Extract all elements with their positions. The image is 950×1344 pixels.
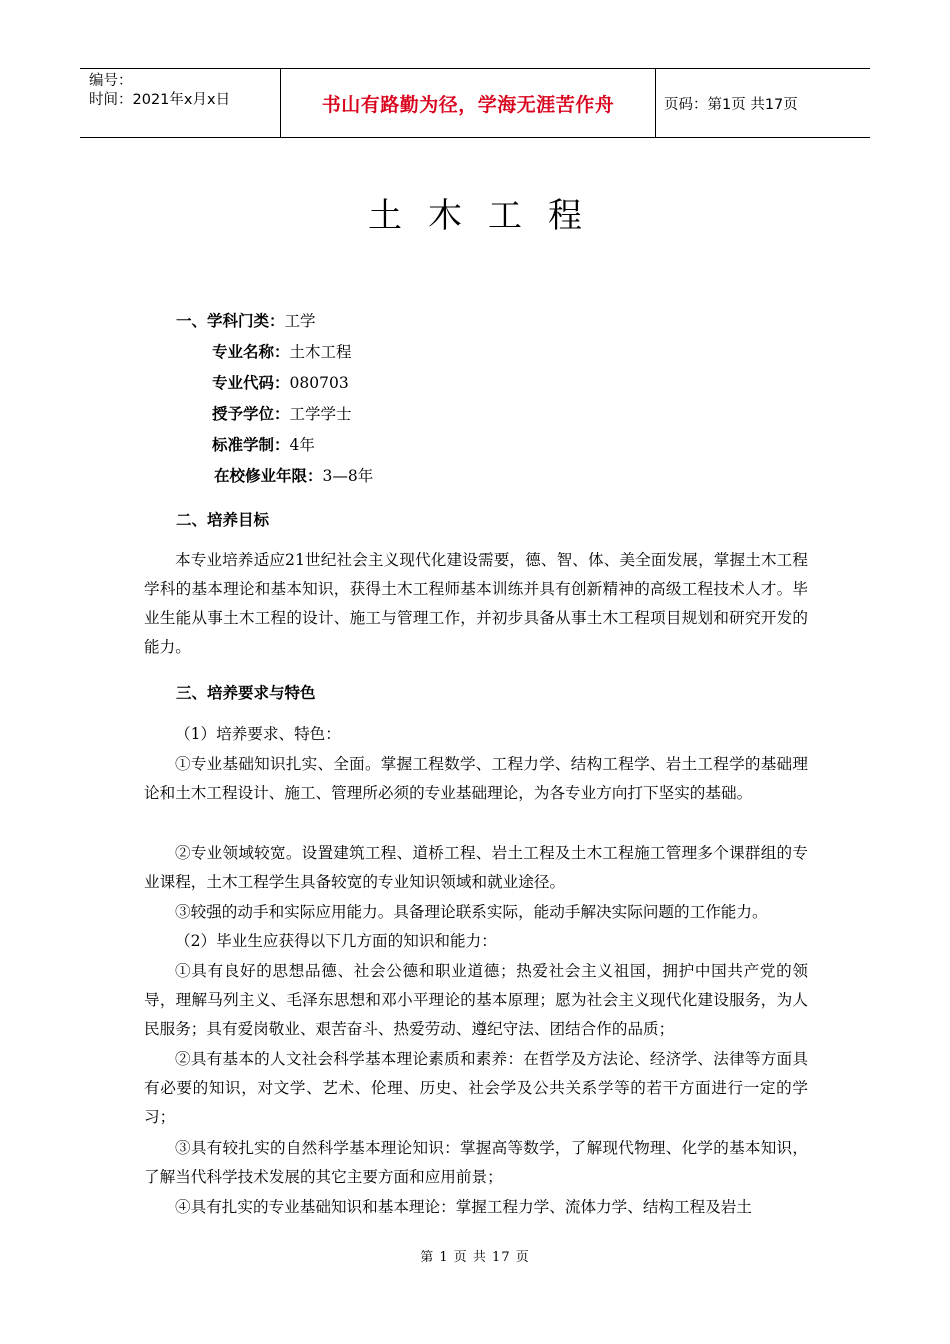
info-row: [212, 402, 352, 424]
subsection-title: （2）毕业生应获得以下几方面的知识和能力：: [175, 932, 497, 950]
ability-paragraph: ①具有良好的思想品德、社会公德和职业道德；热爱社会主义祖国，拥护中国共产党的领导，理解马列主义、毛泽东思想和邓小平理论的基本原理；愿为社会主义现代化建设服务，为人民服务；具有爱岗敬业、艰苦奋斗、热爱劳动、遵纪守法、团结合作的品质；: [144, 962, 808, 1038]
ability-paragraph: ④具有扎实的专业基础知识和基本理论：掌握工程力学、流体力学、结构工程及岩土: [175, 1198, 752, 1216]
ability-paragraph: ②具有基本的人文社会科学基本理论素质和素养：在哲学及方法论、经济学、法律等方面具有必要的知识，对文学、艺术、伦理、历史、社会学及公共关系学等的若干方面进行一定的学习；: [144, 1050, 808, 1126]
section-heading-objectives: 二、培养目标: [176, 511, 270, 529]
header-motto: 书山有路勤为径，学海无涯苦作舟: [280, 69, 656, 137]
subsection-title: （1）培养要求、特色：: [175, 725, 341, 743]
info-value: 工学学士: [289, 405, 352, 423]
info-value: 080703: [289, 374, 349, 392]
info-row: [212, 433, 315, 455]
section-heading-requirements: 三、培养要求与特色: [176, 684, 316, 702]
header-meta: [80, 69, 280, 137]
date-label: 时间：2021年x月x日: [89, 92, 231, 108]
requirement-paragraph: ②专业领域较宽。设置建筑工程、道桥工程、岩土工程及土木工程施工管理多个课群组的专业课程，土木工程学生具备较宽的专业知识领域和就业途径。: [144, 844, 808, 891]
requirement-paragraph: ③较强的动手和实际应用能力。具备理论联系实际，能动手解决实际问题的工作能力。: [175, 903, 768, 921]
info-row: [214, 464, 373, 486]
document-title: 土木工程: [368, 196, 608, 236]
requirement-paragraph: ①专业基础知识扎实、全面。掌握工程数学、工程力学、结构工程学、岩土工程学的基础理论和土木工程设计、施工、管理所必须的专业基础理论，为各专业方向打下坚实的基础。: [144, 755, 808, 802]
info-value: 工学: [284, 312, 316, 330]
info-label: 授予学位：: [212, 405, 290, 423]
info-label: 专业代码：: [212, 374, 290, 392]
info-value: 土木工程: [289, 343, 352, 361]
page-header: [80, 68, 870, 138]
info-row: [176, 309, 316, 331]
info-label: 一、学科门类：: [176, 312, 285, 330]
info-row: [212, 371, 349, 393]
header-page-info: 页码：第1页 共17页: [664, 96, 798, 113]
info-value: 4年: [289, 436, 315, 454]
info-value: 3—8年: [322, 467, 374, 485]
ability-paragraph: ③具有较扎实的自然科学基本理论知识：掌握高等数学，了解现代物理、化学的基本知识，了解当代科学技术发展的其它主要方面和应用前景；: [144, 1139, 808, 1186]
page-footer: 第 1 页 共 17 页: [420, 1250, 530, 1265]
number-label: 编号：: [89, 73, 133, 89]
objectives-paragraph: 本专业培养适应21世纪社会主义现代化建设需要，德、智、体、美全面发展，掌握土木工程学科的基本理论和基本知识，获得土木工程师基本训练并具有创新精神的高级工程技术人才。毕业生能从事土木工程的设计、施工与管理工作，并初步具备从事土木工程项目规划和研究开发的能力。: [144, 551, 808, 656]
info-label: 专业名称：: [212, 343, 290, 361]
info-label: 在校修业年限：: [214, 467, 323, 485]
info-row: [212, 340, 352, 362]
info-label: 标准学制：: [212, 436, 290, 454]
